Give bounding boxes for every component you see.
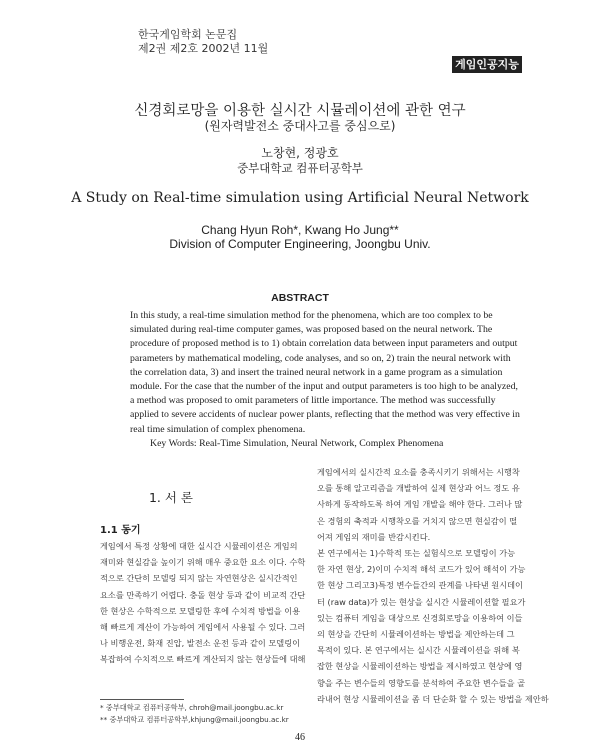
text-line: 의 현상을 간단히 시뮬레이션하는 방법을 제안하는데 그 [317,629,515,640]
text-line: 적으로 간단히 모델링 되지 않는 자연현상은 실시간적인 [100,573,298,584]
text-line: 사하게 동작하도록 하여 게임 개발을 해야 한다. 그러나 많 [317,499,523,510]
subsection-heading: 1.1 동기 [100,525,141,536]
text-line: 목적이 있다. 본 연구에서는 실시간 시뮬레이션을 위해 복 [317,645,520,656]
abstract-line: simulated during real-time computer games, was proposed based on the neural network. The [130,324,493,336]
text-line: 요소를 만족하기 어렵다. 충돌 현상 등과 같이 비교적 간단 [100,589,306,600]
text-line: 있는 컴퓨터 게임을 대상으로 신경회로망을 이용하여 이들 [317,612,523,623]
abstract-line: procedure of proposed method is to 1) obtain correlation data between input parameters and output [130,338,518,350]
keywords: Key Words: Real-Time Simulation, Neural Network, Complex Phenomena [150,438,444,449]
abstract-line: parameters by mathematical modeling, code analyses, and so on, 2) train the neural network with [130,352,511,364]
english-title: A Study on Real-time simulation using Artificial Neural Network [71,190,529,206]
text-line: 어져 게임의 재미를 반감시킨다. [317,531,431,542]
text-line: 향을 주는 변수들의 영향도를 분석하여 주요한 변수들을 골 [317,677,526,688]
english-authors: Chang Hyun Roh*, Kwang Ho Jung** [201,223,399,237]
text-line: 한 현상 그리고3)특정 변수들간의 관계를 나타낸 원시데이 [317,580,523,591]
korean-authors: 노창현, 정광호 [261,146,339,160]
abstract-heading: ABSTRACT [271,292,329,304]
korean-subtitle: (원자력발전소 중대사고를 중심으로) [204,119,396,133]
abstract-line: module. For the case that the number of the input and output parameters is too high to be analyzed, [130,381,518,393]
right-column-text [317,464,549,707]
text-line: 오를 통해 알고리즘을 개발하여 실제 현상과 어느 정도 유 [317,483,520,494]
text-line: 게임에서의 실시간적 요소를 충족시키기 위해서는 시행착 [317,467,520,477]
korean-title: 신경회로망을 이용한 실시간 시뮬레이션에 관한 연구 [134,103,466,119]
text-line: 복잡하여 수치적으로 빠르게 계산되지 않는 현상들에 대해 [100,654,306,665]
abstract-line: In this study, a real-time simulation method for the phenomena, which are too complex to be [130,310,493,321]
footnote-2: ** 중부대학교 컴퓨터공학부,khjung@mail.joongbu.ac.kr [100,715,289,724]
left-column-text [100,538,306,668]
journal-name: 한국게임학회 논문집 [138,28,238,41]
abstract-line: the correlation data, 3) and insert the trained neural network in a game program as a simulation [130,366,503,378]
abstract-line: applied to severe accidents of nuclear power plants, reflecting that the method was very effective in [130,409,520,421]
text-line: 라내어 현상 시뮬레이션을 좀 더 단순화 할 수 있는 방법을 제안하 [317,693,549,704]
english-affiliation: Division of Computer Engineering, Joongbu Univ. [169,237,431,251]
text-line: 본 연구에서는 1)수학적 또는 실험식으로 모델링이 가능 [317,548,516,559]
abstract-line: a method was proposed to omit parameters of little importance. The method was successfully [130,395,496,407]
text-line: 해 빠르게 계산이 가능하여 게임에서 사용될 수 있다. 그러 [100,622,306,633]
abstract-line: real time simulation of complex phenomena. [130,423,306,435]
text-line: 한 현상은 수학적으로 모델링한 후에 수치적 방법을 이용 [100,605,301,616]
page-number: 46 [295,732,305,743]
text-line: 재미와 현실감을 높이기 위해 매우 중요한 요소 이다. 수학 [100,557,306,568]
abstract-body [130,309,520,437]
section-heading: 1. 서 론 [148,490,194,505]
journal-volume: 제2권 제2호 2002년 11월 [138,42,269,55]
text-line: 게임에서 특정 상황에 대한 실시간 시뮬레이션은 게임의 [100,541,298,551]
footnote-1: * 중부대학교 컴퓨터공학부, chroh@mail.joongbu.ac.kr [100,703,284,712]
text-line: 잡한 현상을 시뮬레이션하는 방법을 제시하였고 현상에 영 [317,661,523,672]
footnote-divider [100,699,184,700]
text-line: 은 경험의 축적과 시행착오를 거치지 않으면 현실감이 떨 [317,515,518,526]
journal-header [138,28,268,56]
text-line: 한 자연 현상, 2)이미 수치적 해석 코드가 있어 해석이 가능 [317,564,526,575]
text-line: 터 (raw data)가 있는 현상을 실시간 시뮬레이션할 필요가 [317,596,526,607]
korean-affiliation: 중부대학교 컴퓨터공학부 [237,161,363,175]
category-badge: 게임인공지능 [452,56,522,73]
text-line: 나 비행운전, 화재 진압, 발전소 운전 등과 같이 모델링이 [100,638,301,649]
